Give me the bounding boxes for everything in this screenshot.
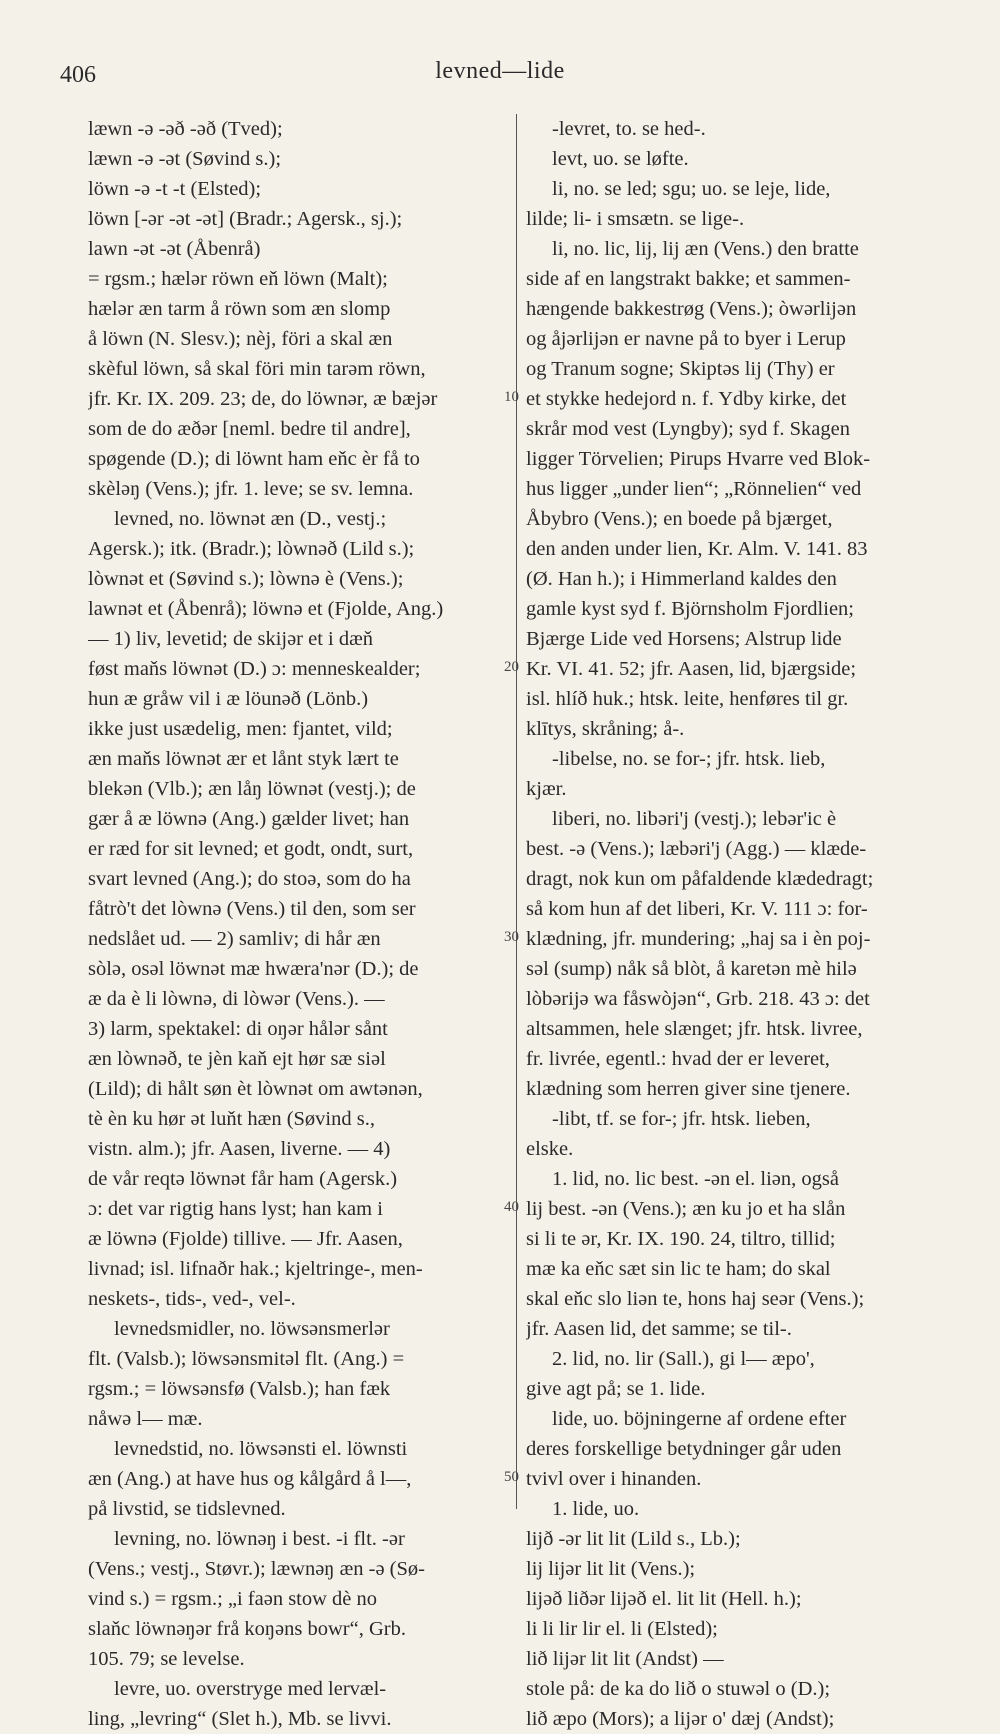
text-line: den anden under lien, Kr. Alm. V. 141. 83 bbox=[526, 538, 868, 560]
text-line: 2. lid, no. lir (Sall.), gi l— æpo', bbox=[552, 1348, 815, 1370]
text-line: isl. hlíð huk.; htsk. leite, henføres til gr. bbox=[526, 688, 849, 710]
text-line: Kr. VI. 41. 52; jfr. Aasen, lid, bjærgside; bbox=[526, 658, 857, 680]
line-marker-20: 20 bbox=[504, 659, 519, 675]
text-line: -libelse, no. se for-; jfr. htsk. lieb, bbox=[552, 748, 826, 770]
text-line: lijəð liðər lijəð el. lit lit (Hell. h.); bbox=[526, 1588, 802, 1610]
text-line: føst maňs löwnət (D.) ɔ: menneskealder; bbox=[88, 658, 421, 680]
text-line: skèləŋ (Vens.); jfr. 1. leve; se sv. lemna. bbox=[88, 478, 414, 500]
text-line: lij best. -ən (Vens.); æn ku jo et ha slån bbox=[526, 1198, 846, 1220]
text-line: svart levned (Ang.); do stoə, som do ha bbox=[88, 868, 411, 890]
text-line: læwn -ə -ət (Søvind s.); bbox=[88, 148, 282, 170]
text-line: levt, uo. se løfte. bbox=[552, 148, 689, 170]
text-line: deres forskellige betydninger går uden bbox=[526, 1438, 842, 1460]
line-marker-10: 10 bbox=[504, 389, 519, 405]
text-line: levning, no. löwnəŋ i best. -i flt. -ər bbox=[114, 1528, 405, 1550]
text-line: li, no. lic, lij, lij æn (Vens.) den bratte bbox=[552, 238, 859, 260]
text-line: slaňc löwnəŋər frå koŋəns bowr“, Grb. bbox=[88, 1618, 406, 1640]
text-line: klædning, jfr. mundering; „haj sa i èn poj- bbox=[526, 928, 871, 950]
text-line: nåwə l— mæ. bbox=[88, 1408, 203, 1430]
text-line: -libt, tf. se for-; jfr. htsk. lieben, bbox=[552, 1108, 811, 1130]
text-line: blekən (Vlb.); æn låŋ löwnət (vestj.); de bbox=[88, 778, 416, 800]
text-line: læwn -ə -əð -əð (Tved); bbox=[88, 118, 283, 140]
text-line: li li lir lir el. li (Elsted); bbox=[526, 1618, 718, 1640]
text-line: liberi, no. libəri'j (vestj.); lebər'ic è bbox=[552, 808, 837, 830]
text-line: vistn. alm.); jfr. Aasen, liverne. — 4) bbox=[88, 1138, 391, 1160]
text-line: -levret, to. se hed-. bbox=[552, 118, 706, 140]
text-line: tvivl over i hinanden. bbox=[526, 1468, 702, 1490]
text-line: elske. bbox=[526, 1138, 574, 1160]
line-marker-30: 30 bbox=[504, 929, 519, 945]
text-line: klædning som herren giver sine tjenere. bbox=[526, 1078, 851, 1100]
text-line: et stykke hedejord n. f. Ydby kirke, det bbox=[526, 388, 847, 410]
text-line: best. -ə (Vens.); læbəri'j (Agg.) — klæde- bbox=[526, 838, 867, 860]
text-line: Åbybro (Vens.); en boede på bjærget, bbox=[526, 508, 833, 530]
text-line: hus ligger „under lien“; „Rönnelien“ ved bbox=[526, 478, 862, 500]
text-line: spøgende (D.); di löwnt ham eňc èr få to bbox=[88, 448, 420, 470]
text-line: neskets-, tids-, ved-, vel-. bbox=[88, 1288, 296, 1310]
text-line: altsammen, hele slænget; jfr. htsk. livree, bbox=[526, 1018, 863, 1040]
text-line: gær å æ löwnə (Ang.) gælder livet; han bbox=[88, 808, 410, 830]
text-line: skal eňc slo liən te, hons haj seər (Vens.); bbox=[526, 1288, 865, 1310]
text-line: æn maňs löwnət ær et lånt styk lært te bbox=[88, 748, 399, 770]
text-line: ikke just usædelig, men: fjantet, vild; bbox=[88, 718, 393, 740]
text-line: lilde; li- i smsætn. se lige-. bbox=[526, 208, 745, 230]
line-marker-40: 40 bbox=[504, 1199, 519, 1215]
text-line: löwn [-ər -ət -ət] (Bradr.; Agersk., sj.); bbox=[88, 208, 403, 230]
text-line: Agersk.); itk. (Bradr.); lòwnəð (Lild s.); bbox=[88, 538, 415, 560]
text-line: fåtrò't det lòwnə (Vens.) til den, som ser bbox=[88, 898, 416, 920]
text-line: lòbərijə wa fåswòjən“, Grb. 218. 43 ɔ: det bbox=[526, 988, 870, 1010]
text-line: jfr. Aasen lid, det samme; se til-. bbox=[526, 1318, 792, 1340]
text-line: Bjærge Lide ved Horsens; Alstrup lide bbox=[526, 628, 842, 650]
text-line: skrår mod vest (Lyngby); syd f. Skagen bbox=[526, 418, 850, 440]
text-line: skèful löwn, så skal föri min tarəm röwn, bbox=[88, 358, 426, 380]
text-line: = rgsm.; hælər röwn eň löwn (Malt); bbox=[88, 268, 388, 290]
text-line: kjær. bbox=[526, 778, 567, 800]
text-line: si li te ər, Kr. IX. 190. 24, tiltro, tillid; bbox=[526, 1228, 836, 1250]
text-line: 1. lid, no. lic best. -ən el. liən, også bbox=[552, 1168, 839, 1190]
text-line: löwn -ə -t -t (Elsted); bbox=[88, 178, 262, 200]
text-line: på livstid, se tidslevned. bbox=[88, 1498, 286, 1520]
text-line: dragt, nok kun om påfaldende klædedragt; bbox=[526, 868, 874, 890]
text-line: li, no. se led; sgu; uo. se leje, lide, bbox=[552, 178, 831, 200]
text-line: fr. livrée, egentl.: hvad der er leveret, bbox=[526, 1048, 830, 1070]
text-line: æ löwnə (Fjolde) tillive. — Jfr. Aasen, bbox=[88, 1228, 403, 1250]
text-line: side af en langstrakt bakke; et sammen- bbox=[526, 268, 851, 290]
text-line: səl (sump) nåk så blòt, å karetən mè hilə bbox=[526, 958, 857, 980]
text-line: rgsm.; = löwsənsfø (Valsb.); han fæk bbox=[88, 1378, 391, 1400]
text-line: tè èn ku hør ət luňt hæn (Søvind s., bbox=[88, 1108, 375, 1130]
text-line: æn (Ang.) at have hus og kålgård å l—, bbox=[88, 1468, 412, 1490]
text-line: de vår reqtə löwnət får ham (Agersk.) bbox=[88, 1168, 398, 1190]
text-line: 3) larm, spektakel: di oŋər hålər sånt bbox=[88, 1018, 388, 1040]
text-line: levnedsmidler, no. löwsənsmerlər bbox=[114, 1318, 390, 1340]
text-line: og åjərlijən er navne på to byer i Lerup bbox=[526, 328, 846, 350]
text-line: ling, „levring“ (Slet h.), Mb. se livvi. bbox=[88, 1708, 392, 1730]
text-line: som de do æðər [neml. bedre til andre], bbox=[88, 418, 411, 440]
left-column bbox=[88, 114, 506, 1734]
text-line: (Vens.; vestj., Støvr.); læwnəŋ æn -ə (Sø- bbox=[88, 1558, 425, 1580]
running-head: levned—lide bbox=[435, 58, 565, 84]
text-line: så kom hun af det liberi, Kr. V. 111 ɔ: for- bbox=[526, 898, 868, 920]
text-line: lið æpo (Mors); a lijər o' dæj (Andst); bbox=[526, 1708, 835, 1730]
text-line: klītys, skråning; å-. bbox=[526, 718, 685, 740]
text-line: lijð -ər lit lit (Lild s., Lb.); bbox=[526, 1528, 741, 1550]
text-line: gamle kyst syd f. Björnsholm Fjordlien; bbox=[526, 598, 854, 620]
text-line: æ da è li lòwnə, di lòwər (Vens.). — bbox=[88, 988, 385, 1010]
text-line: give agt på; se 1. lide. bbox=[526, 1378, 706, 1400]
text-line: mæ ka eňc sæt sin lic te ham; do skal bbox=[526, 1258, 831, 1280]
text-line: 1. lide, uo. bbox=[552, 1498, 640, 1520]
text-line: er ræd for sit levned; et godt, ondt, surt, bbox=[88, 838, 414, 860]
column-divider bbox=[516, 114, 517, 1509]
text-line: flt. (Valsb.); löwsənsmitəl flt. (Ang.) = bbox=[88, 1348, 405, 1370]
text-line: å löwn (N. Slesv.); nèj, föri a skal æn bbox=[88, 328, 393, 350]
text-line: hængende bakkestrøg (Vens.); òwərlijən bbox=[526, 298, 857, 320]
text-line: lij lijər lit lit (Vens.); bbox=[526, 1558, 696, 1580]
text-line: hælər æn tarm å röwn som æn slomp bbox=[88, 298, 391, 320]
text-line: levre, uo. overstryge med lervæl- bbox=[114, 1678, 387, 1700]
text-line: lawn -ət -ət (Åbenrå) bbox=[88, 238, 261, 260]
text-line: 105. 79; se levelse. bbox=[88, 1648, 245, 1670]
text-line: lawnət et (Åbenrå); löwnə et (Fjolde, Ang.) bbox=[88, 598, 444, 620]
right-column bbox=[526, 114, 976, 1734]
text-line: og Tranum sogne; Skiptəs lij (Thy) er bbox=[526, 358, 835, 380]
text-line: — 1) liv, levetid; de skijər et i dæň bbox=[88, 628, 374, 650]
page-number: 406 bbox=[60, 62, 96, 88]
text-line: lið lijər lit lit (Andst) — bbox=[526, 1648, 724, 1670]
text-line: levned, no. löwnət æn (D., vestj.; bbox=[114, 508, 387, 530]
text-line: jfr. Kr. IX. 209. 23; de, do löwnər, æ bæjər bbox=[88, 388, 438, 410]
text-line: lòwnət et (Søvind s.); lòwnə è (Vens.); bbox=[88, 568, 404, 590]
text-line: ligger Törvelien; Pirups Hvarre ved Blok- bbox=[526, 448, 871, 470]
text-line: livnad; isl. lifnaðr hak.; kjeltringe-, men- bbox=[88, 1258, 423, 1280]
text-line: vind s.) = rgsm.; „i faən stow dè no bbox=[88, 1588, 378, 1610]
text-line: lide, uo. böjningerne af ordene efter bbox=[552, 1408, 847, 1430]
text-line: æn lòwnəð, te jèn kaň ejt hør sæ siəl bbox=[88, 1048, 386, 1070]
text-line: nedslået ud. — 2) samliv; di hår æn bbox=[88, 928, 381, 950]
line-marker-50: 50 bbox=[504, 1469, 519, 1485]
text-line: (Ø. Han h.); i Himmerland kaldes den bbox=[526, 568, 837, 590]
text-line: stole på: de ka do lið o stuwəl o (D.); bbox=[526, 1678, 831, 1700]
text-line: sòlə, osəl löwnət mæ hwæra'nər (D.); de bbox=[88, 958, 419, 980]
text-line: hun æ gråw vil i æ löunəð (Lönb.) bbox=[88, 688, 369, 710]
text-line: ɔ: det var rigtig hans lyst; han kam i bbox=[88, 1198, 383, 1220]
text-line: (Lild); di hålt søn èt lòwnət om awtənən, bbox=[88, 1078, 423, 1100]
text-line: levnedstid, no. löwsənsti el. löwnsti bbox=[114, 1438, 408, 1460]
